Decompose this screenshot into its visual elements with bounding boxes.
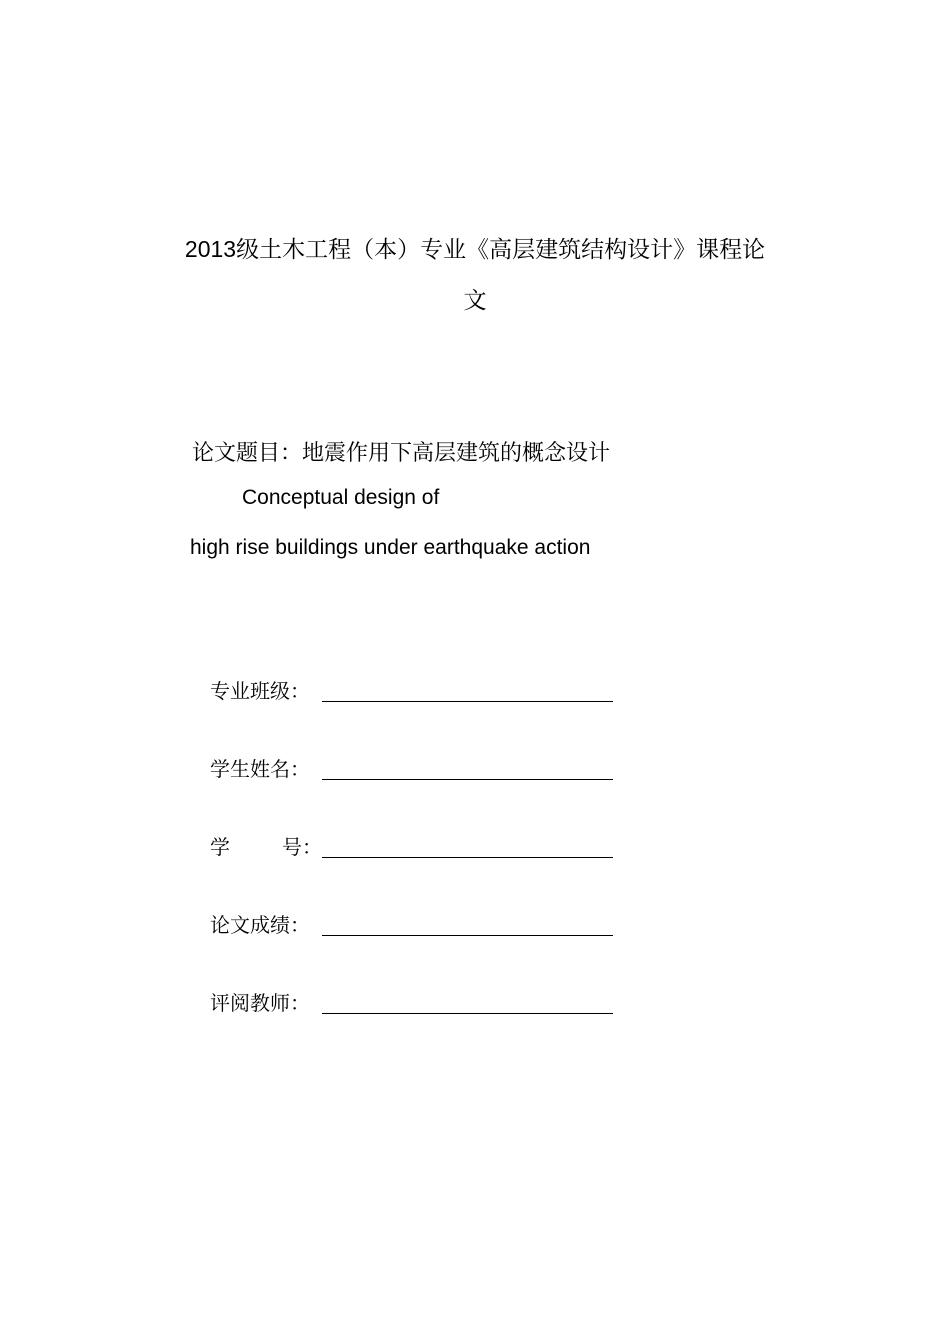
- thesis-topic-en-line2: high rise buildings under earthquake action: [190, 536, 591, 559]
- field-student-id: [210, 828, 630, 860]
- field-label: [210, 831, 322, 860]
- field-student-name: [210, 750, 630, 782]
- fill-in-line[interactable]: [322, 913, 613, 936]
- field-reviewer: [210, 984, 630, 1016]
- field-label-part-b: 号：: [282, 835, 322, 859]
- fill-in-line[interactable]: [322, 991, 613, 1014]
- thesis-topic-en-line1: Conceptual design of: [242, 486, 440, 509]
- course-title-line2: 文: [463, 288, 487, 314]
- field-label: 专业班级：: [210, 679, 310, 703]
- thesis-topic-cn: 地震作用下高层建筑的概念设计: [302, 441, 611, 466]
- field-label: 评阅教师：: [210, 991, 310, 1015]
- thesis-topic: [192, 436, 610, 467]
- field-major-class: [210, 672, 630, 704]
- thesis-topic-label: 论文题目：: [192, 441, 303, 466]
- fill-in-line[interactable]: [322, 757, 613, 780]
- field-label-part-a: 学: [210, 835, 230, 859]
- course-year: 2013: [184, 236, 237, 262]
- course-title-line1: [0, 222, 950, 277]
- field-label: 学生姓名：: [210, 757, 310, 781]
- field-label: 论文成绩：: [210, 913, 310, 937]
- fill-in-line[interactable]: [322, 835, 613, 858]
- course-title-text: 级土木工程（本）专业《高层建筑结构设计》课程论: [236, 237, 766, 263]
- field-thesis-grade: [210, 906, 630, 938]
- fill-in-line[interactable]: [322, 679, 613, 702]
